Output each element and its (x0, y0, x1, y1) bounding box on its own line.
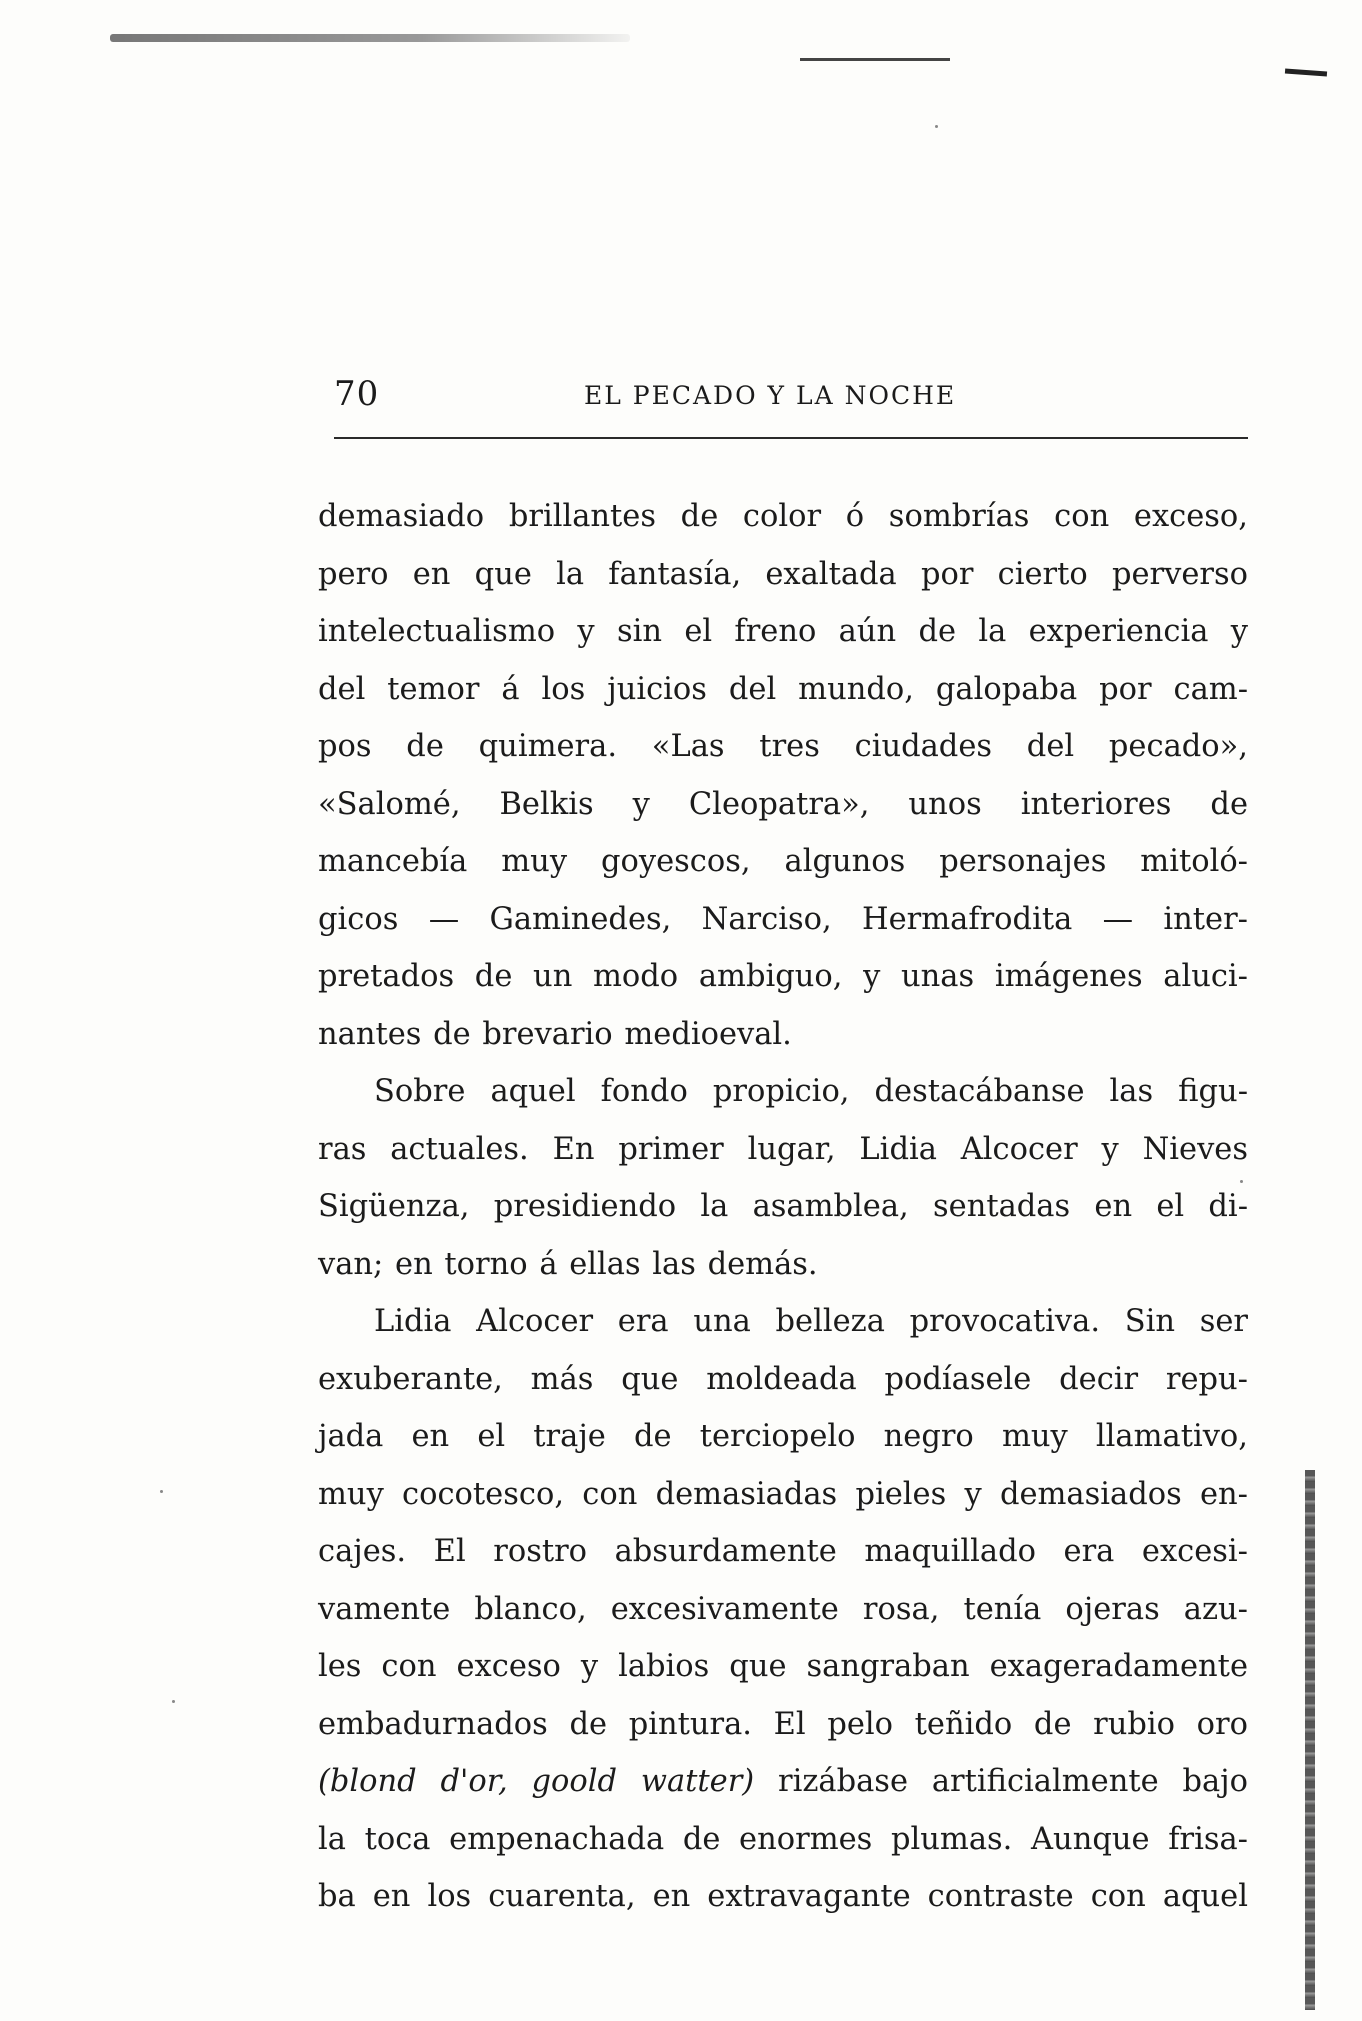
scan-corner-artifact (1285, 69, 1327, 77)
running-header (334, 372, 1248, 422)
text-line: vamente blanco, excesivamente rosa, tenía ojeras azu- (318, 1591, 1248, 1627)
scan-speck (160, 1490, 163, 1493)
text-line: Lidia Alcocer era una belleza provocativa. Sin ser (374, 1304, 1248, 1339)
text-line: Sigüenza, presidiendo la asamblea, sentadas en el di- (318, 1189, 1248, 1224)
text-line: intelectualismo y sin el freno aún de la experiencia y (318, 614, 1248, 649)
text-line: pero en que la fantasía, exaltada por cierto perverso (318, 556, 1248, 592)
text-line: muy cocotesco, con demasiadas pieles y demasiados en- (318, 1476, 1248, 1512)
text-line: la toca empenachada de enormes plumas. Aunque frisa- (318, 1821, 1248, 1857)
text-line: «Salomé, Belkis y Cleopatra», unos interiores de (318, 786, 1248, 822)
text-line: demasiado brillantes de color ó sombrías con exceso, (318, 499, 1248, 534)
italic-phrase: (blond d'or, goold watter) (318, 1764, 755, 1799)
text-line: Sobre aquel fondo propicio, destacábanse las figu- (374, 1074, 1248, 1109)
scan-binding-shadow (1305, 1470, 1315, 2010)
paragraph (318, 1063, 1248, 1293)
text-line: ras actuales. En primer lugar, Lidia Alcocer y Nieves (318, 1131, 1248, 1167)
text-line: jada en el traje de terciopelo negro muy llamativo, (318, 1419, 1248, 1454)
body-text (318, 488, 1248, 1926)
text-line: exuberante, más que moldeada podíasele decir repu- (318, 1361, 1248, 1397)
text-line: del temor á los juicios del mundo, galopaba por cam- (318, 671, 1248, 707)
text-line: pos de quimera. «Las tres ciudades del pecado», (318, 729, 1248, 764)
scan-speck (935, 125, 938, 128)
text-line (318, 1753, 1248, 1811)
text-line: nantes de brevario medioeval. (318, 1016, 792, 1052)
paragraph (318, 1293, 1248, 1926)
book-title: EL PECADO Y LA NOCHE (584, 381, 957, 410)
text-line: cajes. El rostro absurdamente maquillado era excesi- (318, 1534, 1248, 1569)
text-line: gicos — Gaminedes, Narciso, Hermafrodita — inter- (318, 901, 1248, 937)
text-line: ba en los cuarenta, en extravagante contraste con aquel (318, 1879, 1248, 1914)
scan-edge-artifact (110, 34, 630, 42)
text-line: les con exceso y labios que sangraban exageradamente (318, 1649, 1248, 1684)
scan-dash-artifact (800, 58, 950, 61)
text-span: rizábase artificialmente bajo (754, 1764, 1248, 1799)
paragraph (318, 488, 1248, 1063)
text-line: embadurnados de pintura. El pelo teñido de rubio oro (318, 1706, 1248, 1742)
header-rule (334, 437, 1248, 439)
scan-speck (172, 1700, 175, 1703)
text-line: mancebía muy goyescos, algunos personajes mitoló- (318, 844, 1248, 879)
text-line: pretados de un modo ambiguo, y unas imágenes aluci- (318, 959, 1248, 994)
text-line: van; en torno á ellas las demás. (318, 1246, 818, 1282)
page-number: 70 (334, 374, 380, 414)
